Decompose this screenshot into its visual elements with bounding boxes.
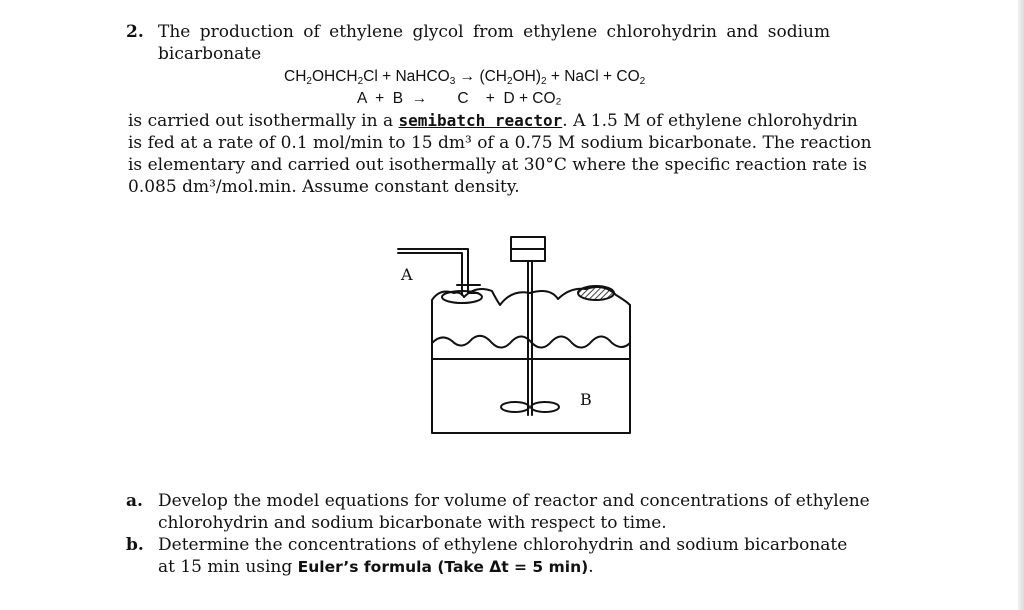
- impeller-right: [531, 402, 559, 412]
- tank-label-b: B: [580, 390, 592, 409]
- plus-sign: +: [603, 68, 613, 85]
- product-carbon-dioxide: $CO_2$: [616, 68, 646, 87]
- reactant-sodium-bicarbonate: NaHCO$_3$: [395, 68, 456, 87]
- chemical-equation: [284, 68, 645, 86]
- product-ethylene-glycol: $(CH_2OH)_2$: [479, 68, 547, 87]
- impeller-left: [501, 402, 529, 412]
- page-edge-shadow: [1018, 0, 1024, 610]
- plus-sign: +: [382, 68, 392, 85]
- paragraph-line1-text: [128, 111, 858, 131]
- line1-post: . A 1.5 M of ethylene chlorohydrin: [562, 111, 858, 131]
- semibatch-reactor-diagram: [380, 225, 660, 445]
- product-sodium-chloride: NaCl: [564, 68, 599, 85]
- paragraph-line2: is fed at a rate of 0.1 mol/min to 15 dm³ of a 0.75 M sodium bicarbonate. The reaction: [128, 133, 872, 153]
- part-b-marker: b.: [126, 535, 144, 555]
- part-a-line2: chlorohydrin and sodium bicarbonate with respect to time.: [158, 513, 667, 533]
- part-b-line2: [158, 557, 594, 577]
- question-intro-line1: [158, 22, 895, 42]
- reactant-ethylene-chlorohydrin: $CH_2OHCH_2Cl$: [284, 68, 378, 87]
- part-b-line2-post: .: [588, 557, 594, 577]
- part-a-line1: Develop the model equations for volume of reactor and concentrations of ethylene: [158, 491, 870, 511]
- question-number: 2.: [126, 22, 144, 42]
- reaction-arrow: →: [459, 68, 476, 85]
- plus-sign: +: [550, 68, 560, 85]
- question-intro-line2: bicarbonate: [158, 44, 262, 64]
- euler-formula-emphasis: Euler’s formula (Take Δt = 5 min): [297, 558, 589, 576]
- paragraph-line4: 0.085 dm³/mol.min. Assume constant density.: [128, 177, 520, 197]
- paragraph-line1: [128, 111, 896, 131]
- intro-line1-text: The production of ethylene glycol from ethylene chlorohydrin and sodium: [158, 22, 831, 42]
- symbol-equation: A + B → C + D + CO₂: [357, 90, 562, 107]
- part-b-line1: Determine the concentrations of ethylene chlorohydrin and sodium bicarbonate: [158, 535, 848, 555]
- part-b-line2-pre: at 15 min using: [158, 557, 293, 577]
- vent-filter: [578, 286, 614, 300]
- part-a-marker: a.: [126, 491, 143, 511]
- paragraph-line3: is elementary and carried out isothermally at 30°C where the specific reaction rate is: [128, 155, 867, 175]
- feed-label-a: A: [401, 265, 413, 284]
- semibatch-reactor-emphasis: semibatch reactor: [398, 111, 563, 130]
- line1-pre: is carried out isothermally in a: [128, 111, 394, 131]
